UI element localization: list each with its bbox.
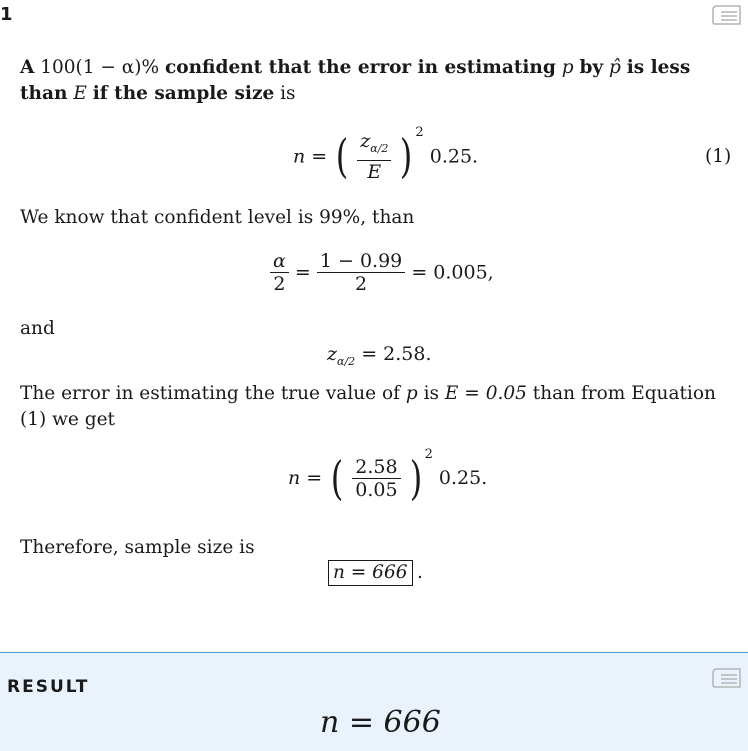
fraction-numerator: 1 − 0.99 [317,250,405,273]
therefore-paragraph: Therefore, sample size is [20,537,255,558]
fraction-denominator: 2 [355,273,368,295]
z-subscript: α/2 [370,141,389,155]
fraction [357,130,391,183]
intro-expression: 100(1 − α)% [40,57,160,78]
fraction-denominator: 2 [273,273,286,295]
note-icon[interactable] [710,667,744,691]
intro-variable: E [73,83,87,104]
intro-text: A [20,57,35,78]
left-paren: ( [330,451,344,505]
right-paren: ) [400,129,413,184]
error-variable: p [405,383,418,404]
intro-text: confident that the error in estimating [165,57,556,78]
intro-text: if the sample size [92,83,275,104]
error-value: E = 0.05 [444,383,527,404]
equation-alpha-half [270,250,494,295]
error-text: than from Equation (1) we get [20,383,716,430]
result-heading: RESULT [7,677,90,697]
result-value: n = 666 [320,705,441,740]
fraction-denominator: E [367,160,382,183]
right-paren: ) [409,451,422,505]
eq-result: = 0.005, [411,261,494,284]
eq-lhs: n = [293,145,328,168]
eq-factor: 0.25. [438,467,488,489]
intro-variable: p̂ [609,57,621,78]
error-text: is [423,383,440,404]
result-panel [0,652,748,751]
eq-factor: 0.25. [429,145,479,168]
left-paren: ( [335,129,349,184]
intro-text: by [579,57,604,78]
boxed-period: . [417,562,423,583]
equation-sample-size [293,125,479,184]
z-symbol: z [327,343,338,365]
z-subscript: α/2 [337,354,356,368]
and-text: and [20,318,55,339]
equation-number: (1) [705,146,732,167]
equation-numeric [288,446,488,505]
exponent: 2 [424,446,433,462]
z-value: = 2.58. [361,343,432,365]
equals-sign: = [294,261,311,284]
intro-text: is less than [20,57,691,104]
fraction-denominator: 0.05 [355,478,398,501]
fraction-numerator [357,130,391,161]
intro-paragraph [20,55,736,107]
eq-lhs: n = [288,467,323,489]
intro-text: is [280,83,296,104]
fraction-numerator: 2.58 [352,456,400,479]
exponent: 2 [415,125,424,141]
fraction-numerator: α [270,250,289,273]
fraction [317,250,405,295]
note-icon[interactable] [710,4,744,28]
boxed-answer: n = 666 [328,560,413,586]
step-number: 1 [0,4,13,25]
fraction [270,250,289,295]
intro-variable: p [561,57,574,78]
fraction [352,456,400,501]
error-text: The error in estimating the true value of [20,383,400,404]
error-paragraph [20,381,736,433]
equation-z-value [327,343,432,368]
z-symbol: z [360,130,371,152]
confidence-paragraph: We know that confident level is 99%, than [20,207,415,228]
